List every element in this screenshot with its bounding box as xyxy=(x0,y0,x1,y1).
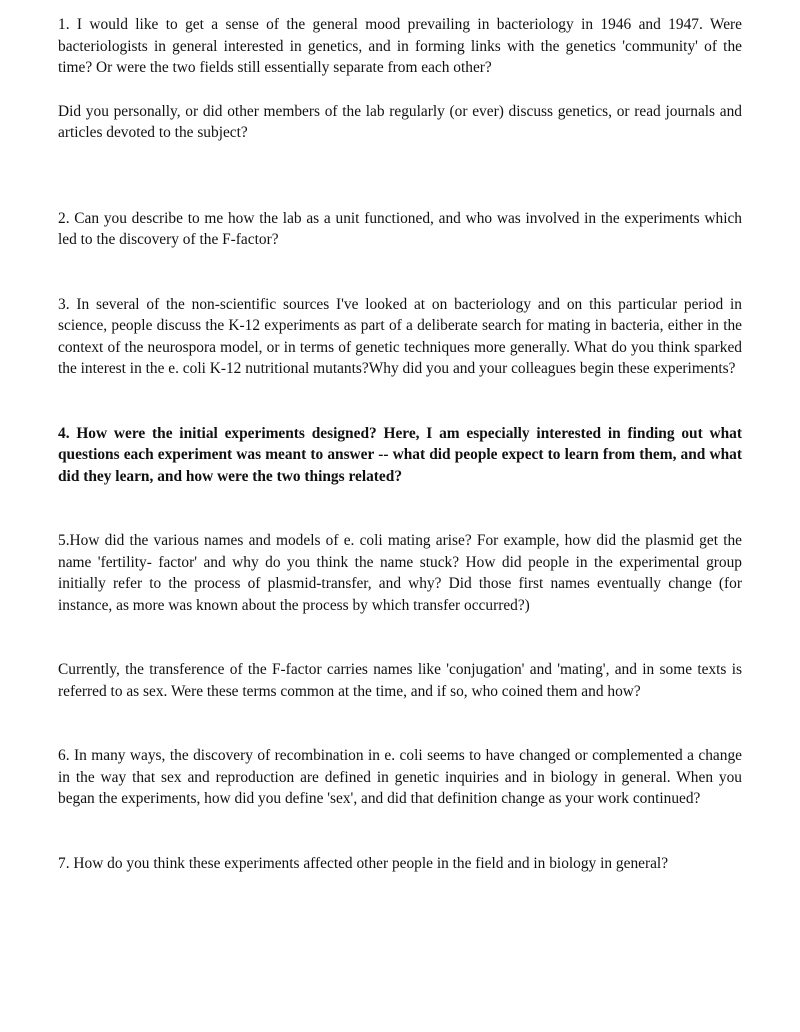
document-page xyxy=(58,14,742,874)
question-2: 2. Can you describe to me how the lab as a unit functioned, and who was involved in the experiments which led to the discovery of the F-factor? xyxy=(58,209,742,248)
question-7: 7. How do you think these experiments affected other people in the field and in biology in general? xyxy=(58,854,669,872)
question-3: 3. In several of the non-scientific sources I've looked at on bacteriology and on this particular period in science, people discuss the K-12 experiments as part of a deliberate search for mating in bacteria, either in the context of the neurospora model, or in terms of genetic techniques more generally. What do you think sparked the interest in the e. coli K-12 nutritional mutants?Why did you and your colleagues begin these experiments? xyxy=(58,295,742,377)
question-1-followup: Did you personally, or did other members of the lab regularly (or ever) discuss genetics, or read journals and articles devoted to the subject? xyxy=(58,102,742,141)
question-4: 4. How were the initial experiments designed? Here, I am especially interested in finding out what questions each experiment was meant to answer -- what did people expect to learn from them, and what did they learn, and how were the two things related? xyxy=(58,424,742,485)
question-5-followup: Currently, the transference of the F-factor carries names like 'conjugation' and 'mating', and in some texts is referred to as sex. Were these terms common at the time, and if so, who coined them and how? xyxy=(58,661,742,700)
question-1: 1. I would like to get a sense of the general mood prevailing in bacteriology in 1946 and 1947. Were bacteriologists in general interested in genetics, and in forming links with the genetics 'community' of the time? Or were the two fields still essentially separate from each other? xyxy=(58,16,742,76)
question-5: 5.How did the various names and models of e. coli mating arise? For example, how did the plasmid get the name 'fertility- factor' and why do you think the name stuck? How did people in the experimental group initially refer to the process of plasmid-transfer, and why? Did those first names eventually change (for instance, as more was known about the process by which transfer occurred?) xyxy=(58,532,742,614)
question-6: 6. In many ways, the discovery of recombination in e. coli seems to have changed or complemented a change in the way that sex and reproduction are defined in genetic inquiries and in biology in general. When you began the experiments, how did you define 'sex', and did that definition change as your work continued? xyxy=(58,747,742,807)
